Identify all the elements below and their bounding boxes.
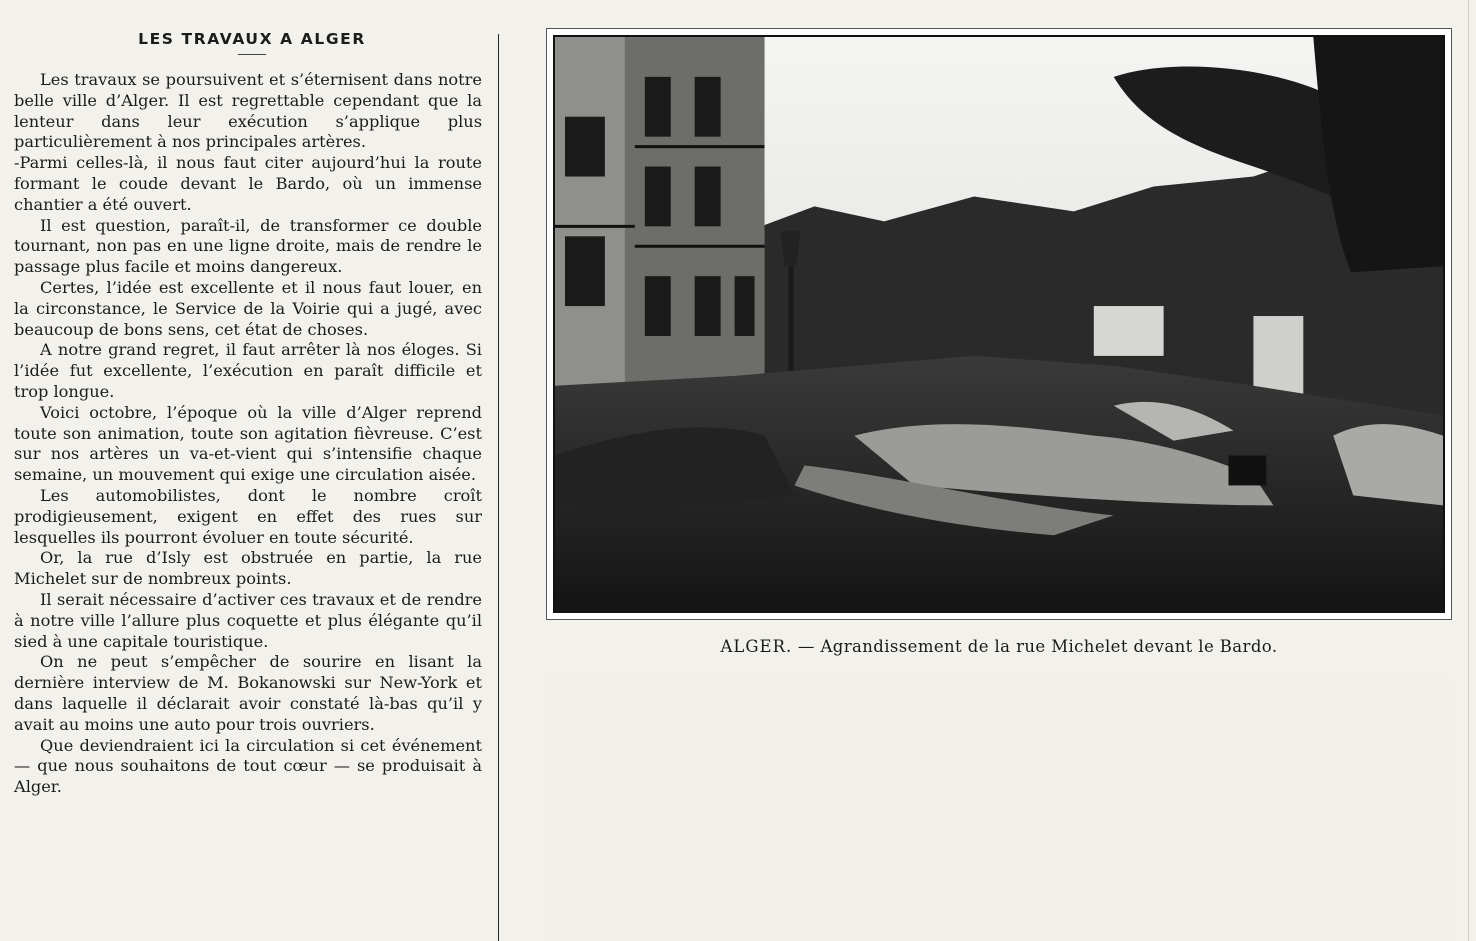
article-body bbox=[14, 70, 482, 798]
street-photo-illustration bbox=[555, 37, 1443, 611]
paragraph-10: On ne peut s’empêcher de sourire en lisant la dernière interview de M. Bokanowski sur New-York et dans laquelle il déclarait avoir constaté là-bas qu’il y avait au moins une auto pour trois ouvriers. bbox=[14, 652, 482, 734]
paragraph-8: Or, la rue d’Isly est obstruée en partie, la rue Michelet sur de nombreux points. bbox=[14, 548, 482, 589]
article-column bbox=[14, 30, 482, 798]
column-divider bbox=[498, 34, 499, 941]
caption-text: — Agrandissement de la rue Michelet devant le Bardo. bbox=[792, 637, 1278, 656]
paragraph-2: -Parmi celles-là, il nous faut citer aujourd’hui la route formant le coude devant le Bardo, où un immense chantier a été ouvert. bbox=[14, 153, 482, 214]
page-edge bbox=[1468, 0, 1469, 941]
photo-caption bbox=[546, 637, 1452, 656]
paragraph-3: Il est question, paraît-il, de transformer ce double tournant, non pas en une ligne droite, mais de rendre le passage plus facile et moins dangereux. bbox=[14, 215, 482, 277]
blank-area bbox=[546, 676, 1452, 941]
paragraph-11: Que deviendraient ici la circulation si cet événement — que nous souhaitons de tout cœur — se produisait à Alger. bbox=[14, 735, 482, 797]
caption-place: ALGER. bbox=[720, 637, 793, 656]
title-rule bbox=[238, 54, 266, 55]
paragraph-4: Certes, l’idée est excellente et il nous faut louer, en la circonstance, le Service de la Voirie qui a jugé, avec beaucoup de bons sens, cet état de choses. bbox=[14, 277, 482, 339]
article-title: LES TRAVAUX A ALGER bbox=[138, 30, 366, 48]
street-photo bbox=[553, 35, 1445, 613]
paragraph-7: Les automobilistes, dont le nombre croît prodigieusement, exigent en effet des rues sur lesquelles ils pourront évoluer en toute sécurité. bbox=[14, 485, 482, 547]
paragraph-6: Voici octobre, l’époque où la ville d’Alger reprend toute son animation, toute son agitation fièvreuse. C’est sur nos artères un va-et-vient qui s’intensifie chaque semaine, un mouvement qui exige une circulation aisée. bbox=[14, 402, 482, 485]
paragraph-5: A notre grand regret, il faut arrêter là nos éloges. Si l’idée fut excellente, l’exécution en paraît difficile et trop longue. bbox=[14, 340, 482, 401]
photo-frame bbox=[546, 28, 1452, 620]
paragraph-1: Les travaux se poursuivent et s’éternisent dans notre belle ville d’Alger. Il est regrettable cependant que la lenteur dans leur exécution s’applique plus particulièrement à nos principales artères. bbox=[14, 70, 482, 152]
paragraph-9: Il serait nécessaire d’activer ces travaux et de rendre à notre ville l’allure plus coquette et plus élégante qu’il sied à une capitale touristique. bbox=[14, 589, 482, 651]
